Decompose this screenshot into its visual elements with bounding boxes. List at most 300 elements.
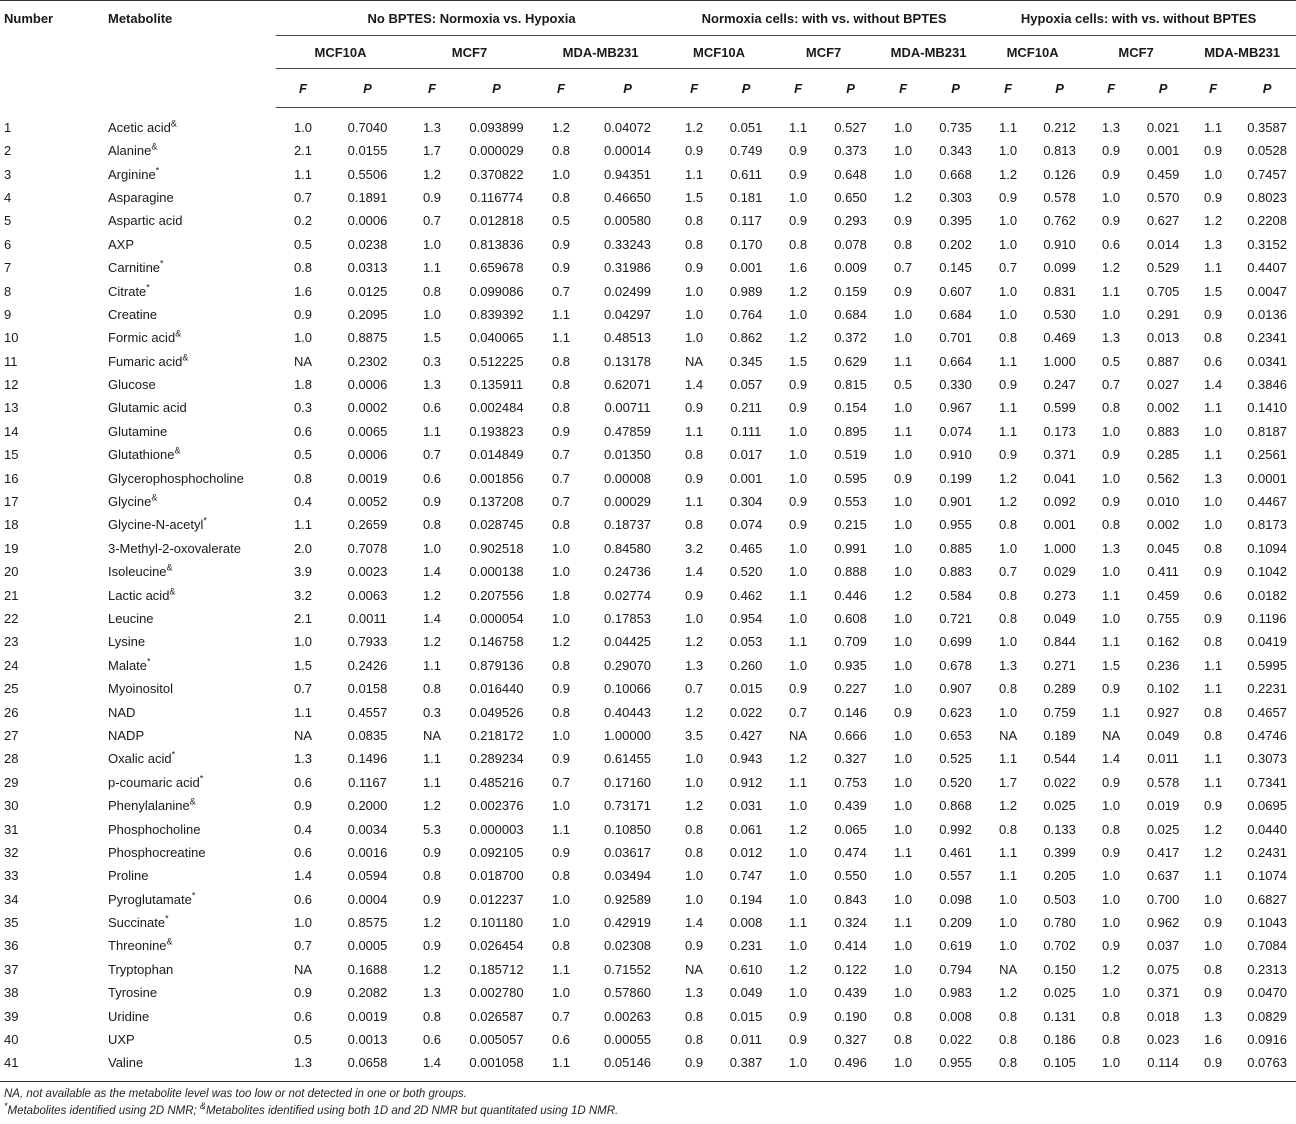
f-value: 0.6 <box>293 1008 313 1024</box>
f-value: 0.9 <box>894 213 913 229</box>
nmr-mark: * <box>171 750 176 761</box>
p-value: 0.1196 <box>1247 611 1287 626</box>
f-value: 1.0 <box>551 611 571 626</box>
table-row <box>0 607 1296 630</box>
f-value: 1.2 <box>1204 821 1223 837</box>
stat-f-header: F <box>534 69 588 108</box>
p-value: 0.895 <box>834 423 867 439</box>
p-value: 0.2082 <box>347 985 388 1001</box>
p-value: 0.053 <box>729 634 763 650</box>
p-value: 0.135911 <box>469 377 524 393</box>
f-value: 1.1 <box>1102 283 1121 299</box>
metabolite-name: Aspartic acid <box>108 213 183 229</box>
p-value: 0.962 <box>1146 915 1180 931</box>
nmr-mark: * <box>146 282 150 293</box>
f-value: 1.0 <box>894 494 913 510</box>
f-value: 0.8 <box>685 447 704 463</box>
f-value: 1.0 <box>551 891 571 907</box>
p-value: 0.599 <box>1043 400 1076 416</box>
metabolite-name-cell <box>104 677 276 700</box>
f-value: NA <box>789 727 808 743</box>
p-value: 0.955 <box>930 1051 981 1081</box>
metabolite-name: Oxalic acid <box>108 751 172 767</box>
p-value: 0.2561 <box>1247 447 1287 463</box>
table-row <box>0 396 1296 419</box>
row-number: 40 <box>4 1032 19 1048</box>
f-value: 0.8 <box>422 1008 442 1024</box>
p-value: 0.105 <box>1035 1051 1084 1081</box>
p-value: 0.525 <box>939 751 972 767</box>
p-value: 0.0155 <box>347 143 388 159</box>
f-value: 0.8 <box>1102 821 1121 837</box>
table-row <box>0 817 1296 840</box>
f-value: 1.6 <box>789 260 808 276</box>
p-value: 0.022 <box>729 704 763 720</box>
p-value: 0.114 <box>1138 1051 1188 1081</box>
p-value: 0.4557 <box>347 704 388 720</box>
metabolite-name-cell <box>104 1004 276 1027</box>
p-value: 0.659678 <box>469 260 524 276</box>
f-value: 1.1 <box>1204 400 1223 416</box>
f-value: 0.6 <box>293 774 313 790</box>
metabolite-name: Acetic acid <box>108 119 171 135</box>
f-value: NA <box>999 961 1018 977</box>
f-value: 0.9 <box>894 704 913 720</box>
p-value: 0.049 <box>1043 611 1076 626</box>
p-value: 0.0023 <box>347 564 388 580</box>
p-value: 0.648 <box>834 166 867 182</box>
metabolite-name: Formic acid <box>108 330 176 346</box>
f-value: 1.1 <box>551 330 571 346</box>
f-value: 1.2 <box>685 634 704 650</box>
p-value: 0.678 <box>939 657 972 673</box>
p-value: 0.012237 <box>469 891 524 907</box>
p-value: 0.0313 <box>347 260 388 276</box>
group-header-hypoxia: Hypoxia cells: with vs. without BPTES <box>981 1 1296 36</box>
p-value: 0.02308 <box>604 938 652 954</box>
metabolite-name-cell <box>104 186 276 209</box>
f-value: 0.8 <box>422 517 442 533</box>
p-value: 0.18737 <box>604 517 652 533</box>
p-value: 0.001 <box>729 470 763 486</box>
f-value: 1.1 <box>789 587 808 603</box>
p-value: 0.813836 <box>469 236 524 252</box>
p-value: 0.293 <box>834 213 867 229</box>
p-value: 0.189 <box>1043 727 1076 743</box>
p-value: 0.13178 <box>604 353 652 369</box>
f-value: 1.0 <box>789 844 808 860</box>
p-value: 0.485216 <box>469 774 524 790</box>
p-value: 0.619 <box>939 938 972 954</box>
p-value: 0.7457 <box>1247 166 1287 182</box>
f-value: 0.2 <box>293 213 313 229</box>
p-value: 0.1167 <box>348 774 387 790</box>
table-row <box>0 209 1296 232</box>
cell-line-header: MCF7 <box>1084 36 1188 69</box>
p-value: 0.0005 <box>347 938 388 954</box>
table-row <box>0 256 1296 279</box>
p-value: 0.185712 <box>469 961 524 977</box>
f-value: 1.2 <box>894 189 913 205</box>
p-value: 0.304 <box>729 494 763 510</box>
p-value: 0.0013 <box>347 1032 388 1048</box>
f-value: 0.7 <box>422 447 442 463</box>
p-value: 0.027 <box>1146 377 1180 393</box>
p-value: 0.794 <box>939 961 972 977</box>
stat-f-header: F <box>405 69 459 108</box>
row-number: 14 <box>4 423 19 439</box>
metabolite-name-cell <box>104 700 276 723</box>
f-value: 1.2 <box>685 120 704 135</box>
p-value: 0.0019 <box>347 1008 388 1024</box>
f-value: 1.1 <box>1204 868 1223 884</box>
f-value: 1.0 <box>999 236 1018 252</box>
p-value: 0.092 <box>1043 494 1076 510</box>
p-value: 0.8575 <box>347 915 388 931</box>
f-value: 0.8 <box>999 587 1018 603</box>
p-value: 0.666 <box>834 727 867 743</box>
f-value: 1.1 <box>534 1051 588 1081</box>
table-row <box>0 373 1296 396</box>
metabolite-name: Threonine <box>108 938 167 954</box>
f-value: 1.0 <box>894 517 913 533</box>
f-value: 0.8 <box>999 1032 1018 1048</box>
p-value: 0.014849 <box>469 447 524 463</box>
f-value: 0.8 <box>551 517 571 533</box>
p-value: 0.1496 <box>347 751 388 767</box>
p-value: 0.00029 <box>604 494 652 510</box>
row-number: 31 <box>4 821 19 837</box>
metabolite-name: Glycine-N-acetyl <box>108 517 204 533</box>
f-value: 0.8 <box>551 353 571 369</box>
f-value: 1.0 <box>894 143 913 159</box>
p-value: 0.1688 <box>347 961 388 977</box>
p-value: 0.2431 <box>1247 844 1287 860</box>
p-value: 0.227 <box>834 681 867 697</box>
f-value: 1.5 <box>1102 657 1121 673</box>
p-value: 0.699 <box>939 634 972 650</box>
f-value: 1.0 <box>999 634 1018 650</box>
f-value: 1.1 <box>1204 751 1223 767</box>
metabolite-name-cell <box>104 443 276 466</box>
f-value: 0.9 <box>789 400 808 416</box>
row-number: 1 <box>4 119 12 135</box>
p-value: 0.84580 <box>604 540 652 556</box>
p-value: 0.026454 <box>469 938 524 954</box>
f-value: 0.9 <box>551 236 571 252</box>
p-value: 0.17853 <box>604 611 652 626</box>
row-number: 15 <box>4 447 19 463</box>
f-value: 1.0 <box>894 120 913 135</box>
p-value: 0.650 <box>834 189 867 205</box>
f-value: 1.2 <box>1204 844 1223 860</box>
p-value: 0.012 <box>729 844 763 860</box>
f-value: 0.9 <box>894 470 913 486</box>
metabolite-name-cell <box>104 233 276 256</box>
p-value: 0.10066 <box>604 681 652 697</box>
row-number: 38 <box>4 985 19 1001</box>
f-value: 1.0 <box>1204 494 1223 510</box>
f-value: 0.8 <box>685 517 704 533</box>
f-value: 0.8 <box>293 470 313 486</box>
p-value: 0.218172 <box>469 727 524 743</box>
metabolite-name: 3-Methyl-2-oxovalerate <box>108 540 241 556</box>
f-value: 1.1 <box>422 657 442 673</box>
f-value: 0.9 <box>1102 494 1121 510</box>
f-value: 1.2 <box>999 798 1018 814</box>
p-value: 0.370822 <box>469 166 524 182</box>
cell-line-header: MCF10A <box>981 36 1084 69</box>
metabolite-name-cell <box>104 864 276 887</box>
p-value: 0.5506 <box>347 166 388 182</box>
f-value: 1.0 <box>789 938 808 954</box>
metabolite-name-cell <box>104 583 276 606</box>
row-number: 11 <box>4 353 18 369</box>
metabolite-name: UXP <box>108 1032 135 1048</box>
f-value: 0.9 <box>1102 447 1121 463</box>
p-value: 0.170 <box>729 236 763 252</box>
p-value: 0.2426 <box>347 657 388 673</box>
f-value: 0.7 <box>293 189 313 205</box>
p-value: 0.2231 <box>1247 681 1287 697</box>
p-value: 0.207556 <box>469 587 524 603</box>
p-value: 0.3152 <box>1247 236 1287 252</box>
p-value: 0.562 <box>1146 470 1180 486</box>
nmr-mark: & <box>170 118 177 129</box>
f-value: 0.9 <box>685 400 704 416</box>
f-value: 1.0 <box>551 985 571 1001</box>
p-value: 0.041 <box>1043 470 1076 486</box>
p-value: 0.0052 <box>347 494 388 510</box>
f-value: NA <box>293 353 313 369</box>
p-value: 0.025 <box>1043 798 1076 814</box>
f-value: 1.1 <box>1204 120 1223 135</box>
p-value: 0.037 <box>1146 938 1180 954</box>
p-value: 0.664 <box>939 353 972 369</box>
f-value: 1.1 <box>894 915 913 931</box>
metabolite-header: Metabolite <box>104 1 276 108</box>
f-value: 1.0 <box>1102 798 1121 814</box>
stat-f-header: F <box>667 69 721 108</box>
metabolite-name-cell <box>104 350 276 373</box>
f-value: 1.2 <box>999 470 1018 486</box>
f-value: 1.0 <box>789 985 808 1001</box>
p-value: 0.4467 <box>1247 494 1287 510</box>
p-value: 0.610 <box>729 961 763 977</box>
metabolite-name: Glycine <box>108 494 152 510</box>
f-value: 1.0 <box>293 915 313 931</box>
p-value: 0.04425 <box>604 634 652 650</box>
row-number: 17 <box>4 494 19 510</box>
f-value: 1.0 <box>1102 611 1121 626</box>
row-number: 4 <box>4 189 12 205</box>
p-value: 1.000 <box>1043 540 1076 556</box>
f-value: 0.8 <box>1204 727 1223 743</box>
p-value: 0.910 <box>939 447 972 463</box>
p-value: 0.417 <box>1146 844 1180 860</box>
p-value: 0.887 <box>1146 353 1180 369</box>
metabolite-name: Lactic acid <box>108 587 170 603</box>
f-value: 1.2 <box>1102 260 1121 276</box>
table-row <box>0 560 1296 583</box>
p-value: 0.71552 <box>604 961 652 977</box>
f-value: 0.9 <box>999 377 1018 393</box>
table-row <box>0 583 1296 606</box>
f-value: 0.8 <box>685 821 704 837</box>
f-value: 1.3 <box>685 985 704 1001</box>
p-value: 0.584 <box>939 587 972 603</box>
f-value: 0.7 <box>685 681 704 697</box>
row-number: 22 <box>4 611 19 626</box>
stat-p-header: P <box>1138 69 1188 108</box>
f-value: 0.9 <box>422 189 442 205</box>
p-value: 0.159 <box>834 283 867 299</box>
p-value: 0.595 <box>834 470 867 486</box>
p-value: 0.627 <box>1146 213 1180 229</box>
f-value: 1.1 <box>1204 774 1223 790</box>
p-value: 0.2095 <box>347 306 388 322</box>
f-value: 1.0 <box>685 330 704 346</box>
p-value: 0.001856 <box>469 470 524 486</box>
p-value: 0.018700 <box>469 868 524 884</box>
metabolite-name-cell <box>104 303 276 326</box>
f-value: 0.8 <box>981 1051 1035 1081</box>
p-value: 0.0001 <box>1247 470 1287 486</box>
f-value: 0.7 <box>551 774 571 790</box>
p-value: 0.459 <box>1146 166 1180 182</box>
p-value: 0.684 <box>834 306 867 322</box>
p-value: 0.520 <box>939 774 972 790</box>
p-value: 0.762 <box>1043 213 1076 229</box>
p-value: 0.049526 <box>469 704 524 720</box>
f-value: 0.9 <box>789 213 808 229</box>
p-value: 0.462 <box>729 587 763 603</box>
metabolite-name-cell <box>104 108 276 140</box>
table-header <box>0 1 1296 108</box>
f-value: 0.5 <box>293 236 313 252</box>
stat-p-header: P <box>588 69 667 108</box>
f-value: 0.9 <box>789 681 808 697</box>
p-value: 0.000003 <box>469 821 524 837</box>
metabolite-name-cell <box>104 256 276 279</box>
metabolite-name-cell <box>104 794 276 817</box>
row-number: 23 <box>4 634 19 650</box>
f-value: 1.0 <box>685 751 704 767</box>
p-value: 0.0006 <box>347 213 388 229</box>
metabolite-name: p-coumaric acid <box>108 774 200 790</box>
p-value: 0.193823 <box>469 423 524 439</box>
f-value: 1.0 <box>999 283 1018 299</box>
f-value: 1.0 <box>789 564 808 580</box>
f-value: 0.9 <box>422 938 442 954</box>
p-value: 0.721 <box>939 611 972 626</box>
f-value: 1.3 <box>422 377 442 393</box>
f-value: 1.0 <box>999 704 1018 720</box>
nmr-mark: * <box>165 913 169 924</box>
p-value: 0.0470 <box>1247 985 1287 1001</box>
f-value: 1.0 <box>789 798 808 814</box>
p-value: 0.271 <box>1043 657 1076 673</box>
footnote-na: NA, not available as the metabolite level was too low or not detected in one or both groups. <box>4 1088 467 1100</box>
f-value: 1.0 <box>789 657 808 673</box>
metabolite-name: Leucine <box>108 611 154 626</box>
f-value: 1.2 <box>422 166 442 182</box>
f-value: 1.1 <box>422 423 442 439</box>
p-value: 0.023 <box>1146 1032 1180 1048</box>
p-value: 0.205 <box>1043 868 1076 884</box>
f-value: 0.7 <box>551 470 571 486</box>
p-value: 0.2208 <box>1247 213 1287 229</box>
f-value: 0.9 <box>293 798 313 814</box>
f-value: 0.9 <box>1204 915 1223 931</box>
p-value: 0.4746 <box>1247 727 1287 743</box>
p-value: 0.021 <box>1146 120 1180 135</box>
f-value: 1.2 <box>551 120 571 135</box>
p-value: 0.520 <box>729 564 763 580</box>
f-value: 1.0 <box>1102 189 1121 205</box>
f-value: 1.6 <box>293 283 313 299</box>
p-value: 0.031 <box>729 798 763 814</box>
f-value: 1.1 <box>685 423 704 439</box>
f-value: 1.0 <box>999 306 1018 322</box>
table-row <box>0 233 1296 256</box>
p-value: 0.146 <box>834 704 867 720</box>
f-value: 0.9 <box>789 494 808 510</box>
f-value: 0.6 <box>422 1032 442 1048</box>
f-value: 1.4 <box>685 915 704 931</box>
f-value: 1.0 <box>685 611 704 626</box>
p-value: 1.000 <box>1043 353 1076 369</box>
nmr-mark: & <box>151 492 158 503</box>
p-value: 0.839392 <box>469 306 524 322</box>
nmr-mark: * <box>147 656 151 667</box>
p-value: 0.162 <box>1146 634 1180 650</box>
p-value: 0.3073 <box>1247 751 1287 767</box>
row-number: 39 <box>4 1008 19 1024</box>
f-value: 0.9 <box>667 1051 721 1081</box>
metabolite-name-cell <box>104 981 276 1004</box>
p-value: 0.117 <box>730 213 762 229</box>
p-value: 0.00580 <box>604 213 652 229</box>
f-value: 0.7 <box>999 260 1018 276</box>
f-value: 3.2 <box>685 540 704 556</box>
table-row <box>0 841 1296 864</box>
f-value: 0.8 <box>551 189 571 205</box>
p-value: 0.015 <box>729 681 763 697</box>
f-value: 1.3 <box>422 985 442 1001</box>
p-value: 0.099086 <box>469 283 524 299</box>
f-value: 0.7 <box>551 494 571 510</box>
p-value: 0.181 <box>729 189 763 205</box>
p-value: 0.29070 <box>604 657 652 673</box>
p-value: 0.0011 <box>348 611 387 626</box>
f-value: NA <box>685 961 704 977</box>
p-value: 0.150 <box>1043 961 1076 977</box>
f-value: 1.3 <box>685 657 704 673</box>
metabolite-name: Glucose <box>108 377 156 393</box>
cell-line-header: MDA-MB231 <box>1188 36 1296 69</box>
f-value: 1.1 <box>685 494 704 510</box>
f-value: 0.9 <box>789 1008 808 1024</box>
f-value: 0.4 <box>293 821 313 837</box>
metabolite-name: Fumaric acid <box>108 353 183 369</box>
p-value: 0.611 <box>730 166 762 182</box>
f-value: 1.0 <box>894 868 913 884</box>
p-value: 0.002 <box>1146 400 1180 416</box>
stat-p-header: P <box>1238 69 1296 108</box>
number-header: Number <box>0 1 104 108</box>
f-value: 0.9 <box>1102 213 1121 229</box>
